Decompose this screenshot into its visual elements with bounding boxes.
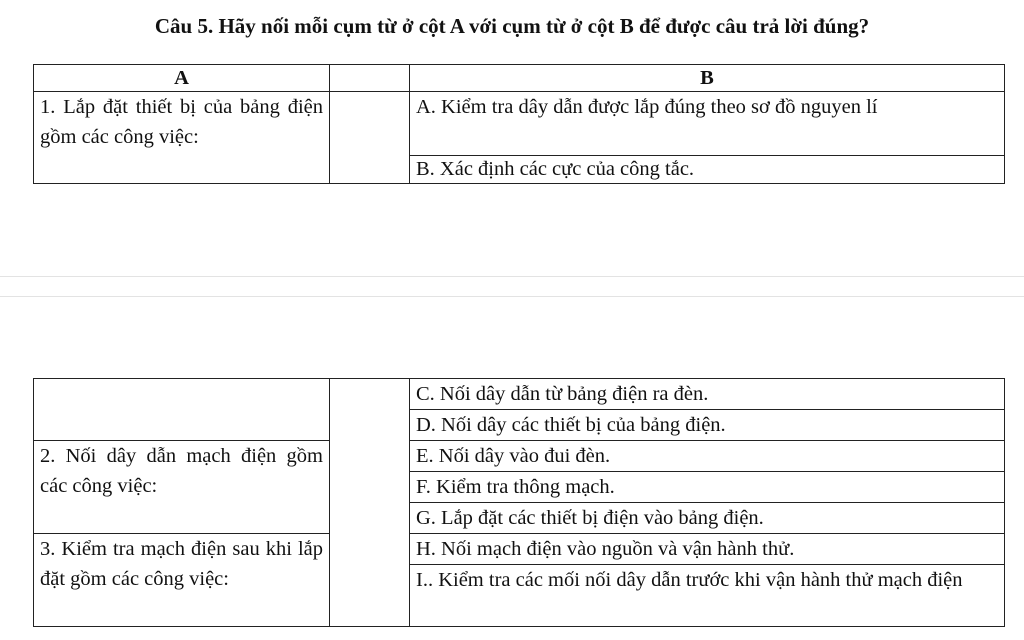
column-b-item-b: B. Xác định các cực của công tắc.	[410, 156, 1005, 184]
column-b-item-g: G. Lắp đặt các thiết bị điện vào bảng điện.	[410, 503, 1005, 534]
column-a-header: A	[34, 65, 330, 92]
column-b-header: B	[410, 65, 1005, 92]
middle-header-cell	[330, 65, 410, 92]
matching-table-top	[33, 64, 1005, 184]
column-b-item-c: C. Nối dây dẫn từ bảng điện ra đèn.	[410, 379, 1005, 410]
column-a-item-1: 1. Lắp đặt thiết bị của bảng điện gồm các công việc:	[34, 92, 330, 184]
column-b-item-i: I.. Kiểm tra các mối nối dây dẫn trước khi vận hành thử mạch điện	[410, 565, 1005, 627]
divider-line	[0, 276, 1024, 277]
matching-table-bottom	[33, 378, 1005, 627]
column-b-item-h: H. Nối mạch điện vào nguồn và vận hành thử.	[410, 534, 1005, 565]
column-a-item-2: 2. Nối dây dẫn mạch điện gồm các công việc:	[34, 441, 330, 534]
column-b-item-d: D. Nối dây các thiết bị của bảng điện.	[410, 410, 1005, 441]
column-a-item-3: 3. Kiểm tra mạch điện sau khi lắp đặt gồm các công việc:	[34, 534, 330, 627]
divider-line	[0, 296, 1024, 297]
column-b-item-a: A. Kiểm tra dây dẫn được lắp đúng theo sơ đồ nguyen lí	[410, 92, 1005, 156]
column-b-item-e: E. Nối dây vào đui đèn.	[410, 441, 1005, 472]
middle-cell	[330, 92, 410, 184]
column-a-empty-cell	[34, 379, 330, 441]
middle-cell	[330, 379, 410, 627]
question-title: Câu 5. Hãy nối mỗi cụm từ ở cột A với cụm từ ở cột B để được câu trả lời đúng?	[154, 14, 870, 38]
column-b-item-f: F. Kiểm tra thông mạch.	[410, 472, 1005, 503]
